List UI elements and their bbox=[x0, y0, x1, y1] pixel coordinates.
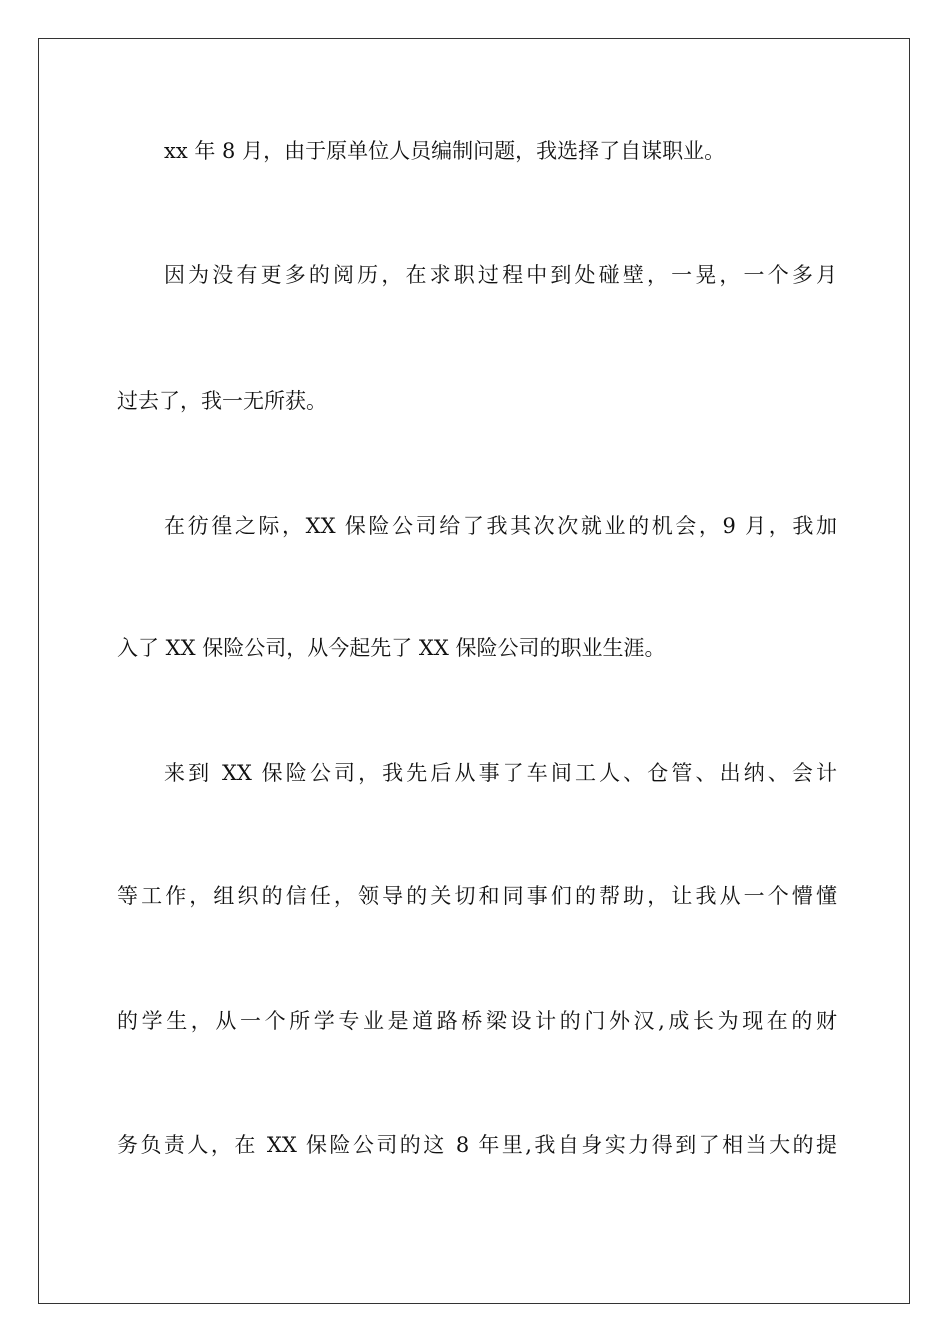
paragraph-4-line-4: 务负责人，在 XX 保险公司的这 8 年里,我自身实力得到了相当大的提 bbox=[117, 1133, 837, 1157]
paragraph-1-line-1: xx 年 8 月，由于原单位人员编制问题，我选择了自谋职业。 bbox=[164, 139, 726, 163]
paragraph-4-line-1: 来到 XX 保险公司，我先后从事了车间工人、仓管、出纳、会计 bbox=[164, 761, 837, 785]
paragraph-3-line-2: 入了 XX 保险公司，从今起先了 XX 保险公司的职业生涯。 bbox=[117, 636, 666, 660]
paragraph-3-line-1: 在彷徨之际，XX 保险公司给了我其次次就业的机会，9 月，我加 bbox=[164, 514, 837, 538]
paragraph-2-line-1: 因为没有更多的阅历，在求职过程中到处碰壁，一晃，一个多月 bbox=[164, 263, 837, 287]
paragraph-4-line-3: 的学生，从一个所学专业是道路桥梁设计的门外汉,成长为现在的财 bbox=[117, 1009, 837, 1033]
page-border bbox=[38, 38, 910, 1304]
paragraph-4-line-2: 等工作，组织的信任，领导的关切和同事们的帮助，让我从一个懵懂 bbox=[117, 884, 837, 908]
paragraph-2-line-2: 过去了，我一无所获。 bbox=[117, 389, 327, 413]
